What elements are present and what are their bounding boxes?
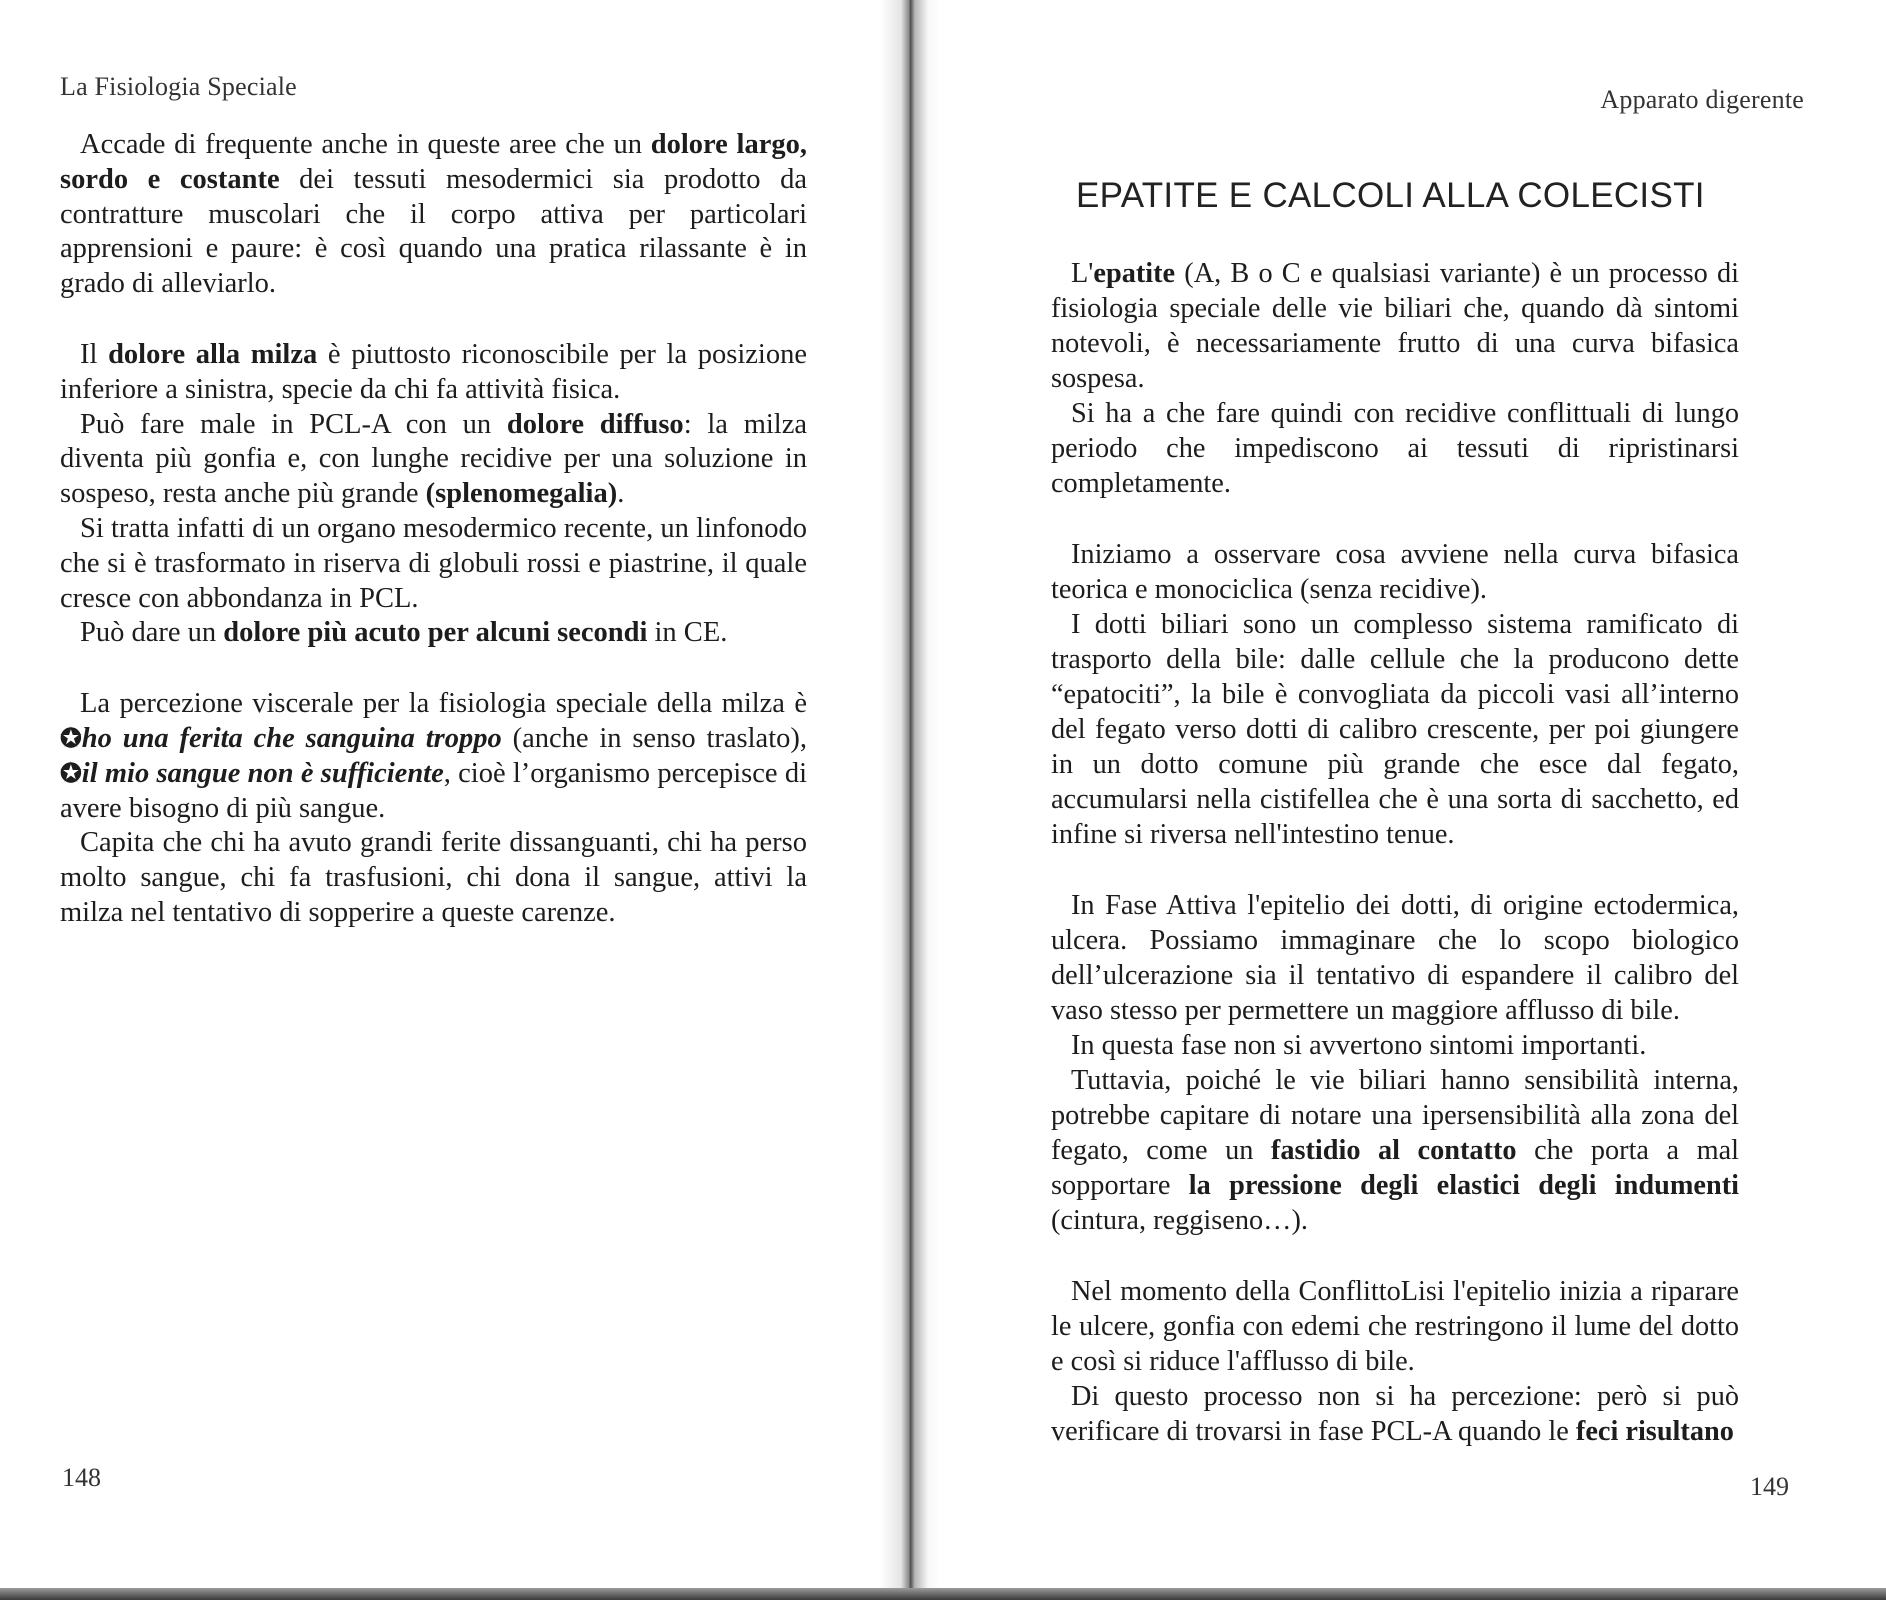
text-run: Accade di frequente anche in queste aree che un (80, 129, 651, 160)
bold-text: la pressione degli elastici degli indumenti (1188, 1170, 1739, 1201)
text-run: che porta a mal sopportare (1051, 1135, 1740, 1201)
text-run: Può dare un (80, 617, 224, 649)
paragraph (60, 687, 807, 826)
bold-text: (splenomegalia) (425, 478, 618, 510)
paragraph (1051, 1379, 1739, 1449)
text-run: La percezione viscerale per la fisiologia speciale della milza è (80, 688, 807, 720)
paragraph (60, 616, 807, 651)
text-run: in CE. (647, 617, 728, 649)
paragraph: Iniziamo a osservare cosa avviene nella curva bifasica teorica e monociclica (senza recidive). (1051, 539, 1739, 605)
text-run: , cioè l’organismo percepisce di avere bisogno di più sangue. (60, 757, 807, 824)
paragraph: Si ha a che fare quindi con recidive conflittuali di lungo periodo che impediscono ai tessuti di ripristinarsi completamente. (1051, 398, 1739, 499)
bold-text: feci risultano (1575, 1416, 1734, 1447)
bold-text: fastidio al contatto (1270, 1135, 1517, 1166)
paragraph: In questa fase non si avvertono sintomi importanti. (1071, 1030, 1647, 1061)
bold-text: dolore alla milza (108, 338, 318, 370)
text-run: . (617, 478, 625, 510)
paragraph: In Fase Attiva l'epitelio dei dotti, di origine ectodermica, ulcera. Possiamo immaginare che lo scopo biologico dell’ulcerazione sia il tentativo di espandere il calibro del vaso stesso per permettere un maggiore afflusso di bile. (1051, 890, 1739, 1026)
paragraph: Si tratta infatti di un organo mesodermico recente, un linfonodo che si è trasformato in riserva di globuli rossi e piastrine, il quale cresce con abbondanza in PCL. (60, 512, 807, 614)
text-run: Il (80, 338, 109, 370)
text-run: è piuttosto riconoscibile per la posizione inferiore a sinistra, specie da chi fa attività fisica. (60, 338, 807, 405)
book-bottom-edge (0, 1588, 1886, 1600)
text-run: : la milza diventa più gonfia e, con lunghe recidive per una soluzione in sospeso, resta anche più grande (60, 408, 807, 510)
paragraph (60, 408, 807, 512)
text-run: L' (1071, 258, 1094, 289)
bold-text: dolore più acuto per alcuni secondi (223, 617, 648, 649)
running-head-right: Apparato digerente (1600, 85, 1804, 114)
star-symbol-icon: ✪ (60, 758, 82, 788)
text-run: Tuttavia, poiché le vie biliari hanno sensibilità interna, potrebbe capitare di notare una ipersensibilità alla zona del fegato, come un (1051, 1065, 1739, 1166)
paragraph (60, 128, 807, 302)
book-gutter (880, 0, 940, 1588)
page-number-left: 148 (62, 1463, 101, 1492)
text-run: Può fare male in PCL-A con un (80, 408, 507, 440)
text-run: dei tessuti mesodermici sia prodotto da contratture muscolari che il corpo attiva per particolari apprensioni e paure: è così quando una pratica rilassante è in grado di alleviarlo. (60, 163, 808, 300)
right-page-body (1051, 256, 1739, 1449)
text-run: (anche in senso traslato), (501, 722, 807, 754)
left-page-body (60, 128, 807, 931)
running-head-left: La Fisiologia Speciale (60, 72, 297, 101)
chapter-title: EPATITE E CALCOLI ALLA COLECISTI (1076, 176, 1705, 215)
bold-text: dolore largo, sordo e costante (60, 129, 807, 195)
bold-text: epatite (1093, 258, 1176, 289)
bold-italic-text: il mio sangue non è sufficiente (81, 757, 444, 789)
paragraph (1051, 256, 1739, 396)
star-symbol-icon: ✪ (60, 723, 82, 753)
text-run: (A, B o C e qualsiasi variante) è un processo di fisiologia speciale delle vie biliari che, quando dà sintomi notevoli, è necessariamente frutto di una curva bifasica sospesa. (1051, 258, 1739, 394)
paragraph: Capita che chi ha avuto grandi ferite dissanguanti, chi ha perso molto sangue, chi fa trasfusioni, chi dona il sangue, attivi la milza nel tentativo di sopperire a queste carenze. (60, 827, 807, 928)
paragraph (1051, 1063, 1739, 1238)
text-run: Di questo processo non si ha percezione: però si può verificare di trovarsi in fase PCL-A quando le (1051, 1381, 1739, 1447)
paragraph (60, 338, 807, 408)
bold-text: dolore diffuso (506, 408, 684, 440)
paragraph: I dotti biliari sono un complesso sistema ramificato di trasporto della bile: dalle cellule che la producono dette “epatociti”, la bile è convogliata da piccoli vasi all’interno del fegato verso dotti di calibro crescente, per poi giungere in un dotto comune più grande che esce dal fegato, accumularsi nella cistifellea che è una sorta di sacchetto, ed infine si riversa nell'intestino tenue. (1051, 609, 1739, 850)
bold-italic-text: ho una ferita che sanguina troppo (81, 722, 502, 754)
page-number-right: 149 (1750, 1472, 1789, 1501)
text-run: (cintura, reggiseno…). (1051, 1205, 1308, 1236)
paragraph: Nel momento della ConflittoLisi l'epitelio inizia a riparare le ulcere, gonfia con edemi che restringono il lume del dotto e così si riduce l'afflusso di bile. (1051, 1276, 1739, 1377)
